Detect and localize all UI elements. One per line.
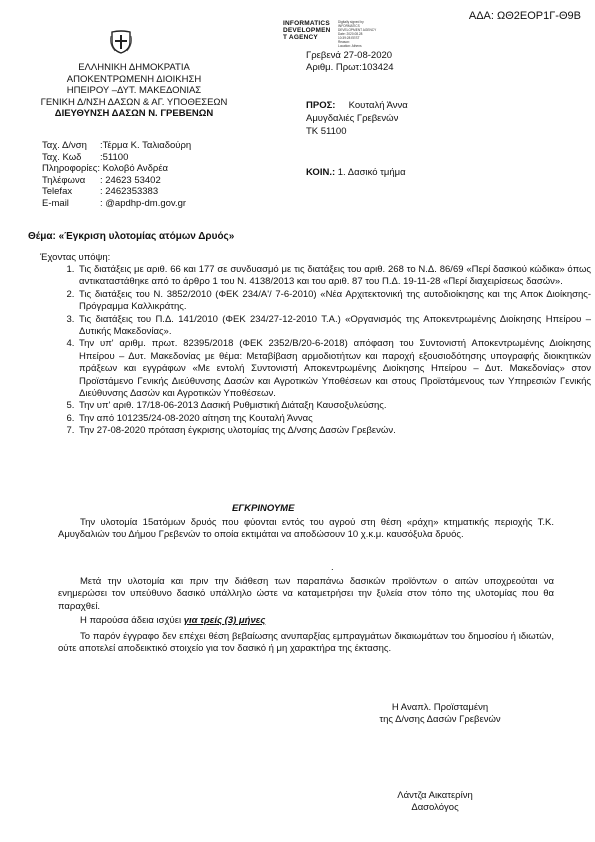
contact-row: [42, 152, 191, 164]
approval-paragraph: Την υλοτομία 15ατόμων δρυός που φύονται εντός του αγρού στη θέση «ράχη» κτηματικής περιοχής Τ.Κ. Αμυγδαλιών του Δήμου Γρεβενών το οποία εκτιμάται να αποδώσουν 10 χ.κ.μ. καυσόξυλα δρυός.: [58, 517, 554, 541]
considerations-list: [40, 264, 591, 438]
list-item: 5. Την υπ' αριθ. 17/18-06-2013 Δασική Ρυθμιστική Διάταξη Καυσοξυλεύσης.: [77, 400, 591, 412]
header-line: ΓΕΝΙΚΗ Δ/ΝΣΗ ΔΑΣΩΝ & ΑΓ. ΥΠΟΘΕΣΕΩΝ: [40, 96, 228, 108]
obligation-paragraph: Μετά την υλοτομία και πριν την διάθεση των παραπάνω δασικών προϊόντων ο αιτών υποχρεούται να ενημερώσει τον υπεύθυνο δασικό υπάλληλο ώστε να καταμετρήσει την ξυλεία στον τόπο της υλοτομίας που θα παραχθεί.: [58, 576, 554, 612]
logo-line: DEVELOPMEN: [283, 27, 331, 34]
signatory-name-block: [375, 790, 495, 814]
contact-value: : 24623 53402: [100, 174, 161, 186]
validity-duration: για τρείς (3) μήνες: [183, 615, 266, 626]
greek-emblem-icon: [110, 30, 132, 54]
contact-row: [42, 175, 191, 187]
sig-detail: INFORMATICS: [338, 24, 360, 28]
list-item: 3. Τις διατάξεις του Π.Δ. 141/2010 (ΦΕΚ 234/27-12-2010 Τ.Α.) «Οργανισμός της Αποκεντρωμένης Διοίκησης Ηπείρου – Δυτικής Μακεδονίας».: [77, 314, 591, 339]
logo-line: T AGENCY: [283, 34, 318, 41]
intro-text: Έχοντας υπόψη:: [40, 252, 111, 263]
issuer-header: [28, 62, 240, 120]
list-item: 1. Τις διατάξεις με αριθ. 66 και 177 σε συνδυασμό με τις διατάξεις του αριθ. 268 το Ν.Δ. 86/69 «Περί δασικού κώδικα» όπως αντικαταστάθηκε από το άρθρο 1 του Ν. 4138/2013 και του αριθ. 87 του Π.Δ. 19-11-28 «Περί διαχειρίσεως δασών».: [77, 264, 591, 289]
header-line: ΕΛΛΗΝΙΚΗ ΔΗΜΟΚΡΑΤΙΑ: [78, 62, 190, 73]
list-item: 4. Την υπ' αριθμ. πρωτ. 82395/2018 (ΦΕΚ 2352/Β/20-6-2018) απόφαση του Συντονιστή Αποκεντρωμένης Διοίκησης Ηπείρου – Δυτ. Μακεδονίας με θέμα: Μεταβίβαση αρμοδιοτήτων και παροχή εξουσιοδότησης υπογραφής διοικητικών πράξεων και εγγράφων «Με εντολή Συντονιστή Αποκεντρωμένης Διοίκησης Ηπείρου – Δυτ. Μακεδονίας» στον Προϊστάμενο Γενικής Διεύθυνσης Δασών και Αγροτικών Υποθέσεων και στους Προϊστάμενους των Υπηρεσιών Γενικής Διεύθυνσης Δασών και Αγροτικών Υποθέσεων.: [77, 338, 591, 400]
place-date: Γρεβενά 27-08-2020: [306, 50, 393, 61]
approval-heading: ΕΓΚΡΙΝΟΥΜΕ: [232, 503, 295, 514]
recipient-label: ΠΡΟΣ:: [306, 100, 336, 111]
contact-key: E-mail: [42, 197, 69, 209]
list-item: 6. Την από 101235/24-08-2020 αίτηση της Κουταλή Άννας: [77, 413, 591, 425]
header-line: ΗΠΕΙΡΟΥ –ΔΥΤ. ΜΑΚΕΔΟΝΙΑΣ: [66, 85, 202, 96]
cc-block: [306, 167, 406, 178]
recipient-village: Αμυγδαλιές Γρεβενών: [306, 113, 399, 124]
contact-value: Κολοβό Ανδρέα: [102, 163, 169, 175]
header-line: ΑΠΟΚΕΝΤΡΩΜΕΝΗ ΔΙΟΙΚΗΣΗ: [66, 73, 202, 85]
disclaimer-paragraph: Το παρόν έγγραφο δεν επέχει θέση βεβαίωσης ανυπαρξίας εμπραγμάτων δικαιωμάτων του δημοσίου ή ιδιωτών, ούτε αποτελεί αποδεικτικό στοιχείο για τον δασικό ή μη χαρακτήρα της έκτασης.: [58, 631, 554, 655]
contact-row: [42, 186, 191, 198]
contact-value: : 2462353383: [100, 186, 159, 198]
sig-detail: Date: 2020.08.28: [338, 32, 363, 36]
recipient-name: Κουταλή Άννα: [348, 100, 408, 111]
sig-detail: Reason:: [338, 40, 350, 44]
cc-value: 1. Δασικό τμήμα: [337, 167, 406, 178]
signatory-profession: Δασολόγος: [411, 802, 459, 813]
protocol-number: Αριθμ. Πρωτ:103424: [306, 61, 394, 73]
contact-row: [42, 198, 191, 210]
contact-value: :51100: [100, 151, 129, 163]
subject-line: Θέμα: «Έγκριση υλοτομίας ατόμων Δρυός»: [28, 231, 235, 242]
email-link[interactable]: : @apdhp-dm.gov.gr: [100, 197, 187, 209]
validity-paragraph: [58, 615, 554, 627]
sig-detail: Digitally signed by: [338, 20, 364, 24]
cc-label: ΚΟΙΝ.:: [306, 167, 336, 178]
contact-key: Ταχ. Κωδ: [42, 151, 82, 163]
sig-detail: 10:39:28 EEST: [338, 36, 360, 40]
list-item: 2. Τις διατάξεις του Ν. 3852/2010 (ΦΕΚ 234/Α'/ 7-6-2010) «Νέα Αρχιτεκτονική της αυτοδιοίκησης και της Αποκ Διοίκησης-Πρόγραμμα Καλλικράτης.: [77, 289, 591, 314]
contact-key: Ταχ. Δ/νση: [42, 140, 87, 151]
contact-key: Πληροφορίες:: [42, 163, 100, 175]
signatory-title: Η Αναπλ. Προϊσταμένη: [391, 702, 489, 713]
signature-logo: [283, 20, 331, 41]
contact-key: Telefax: [42, 186, 73, 198]
date-block: [306, 50, 394, 73]
validity-prefix: Η παρούσα άδεια ισχύει: [80, 615, 184, 626]
contact-row: [42, 140, 191, 152]
signatory-department: της Δ/νσης Δασών Γρεβενών: [379, 714, 501, 725]
contact-key: Τηλέφωνα: [42, 174, 86, 186]
recipient-block: [306, 99, 408, 138]
contact-details: [42, 140, 191, 210]
department-name: ΔΙΕΥΘΥΝΣΗ ΔΑΣΩΝ Ν. ΓΡΕΒΕΝΩΝ: [54, 108, 214, 119]
signatory-name: Λάντζα Αικατερίνη: [397, 790, 473, 801]
contact-value: :Τέρμα Κ. Ταλιαδούρη: [100, 140, 192, 151]
contact-row: [42, 163, 191, 175]
list-item: 7. Την 27-08-2020 πρόταση έγκρισης υλοτομίας της Δ/νσης Δασών Γρεβενών.: [77, 425, 591, 437]
ada-code: ΑΔΑ: ΩΘ2ΕΟΡ1Γ-Θ9Β: [468, 10, 581, 22]
signatory-role: [370, 702, 510, 726]
stray-dot: .: [331, 562, 334, 573]
digital-signature-details: [338, 20, 376, 48]
recipient-postcode: ΤΚ 51100: [306, 126, 347, 137]
sig-detail: Location: Athens: [338, 44, 362, 48]
sig-detail: DEVELOPMENT AGENCY: [338, 28, 377, 32]
logo-line: INFORMATICS: [283, 20, 330, 27]
